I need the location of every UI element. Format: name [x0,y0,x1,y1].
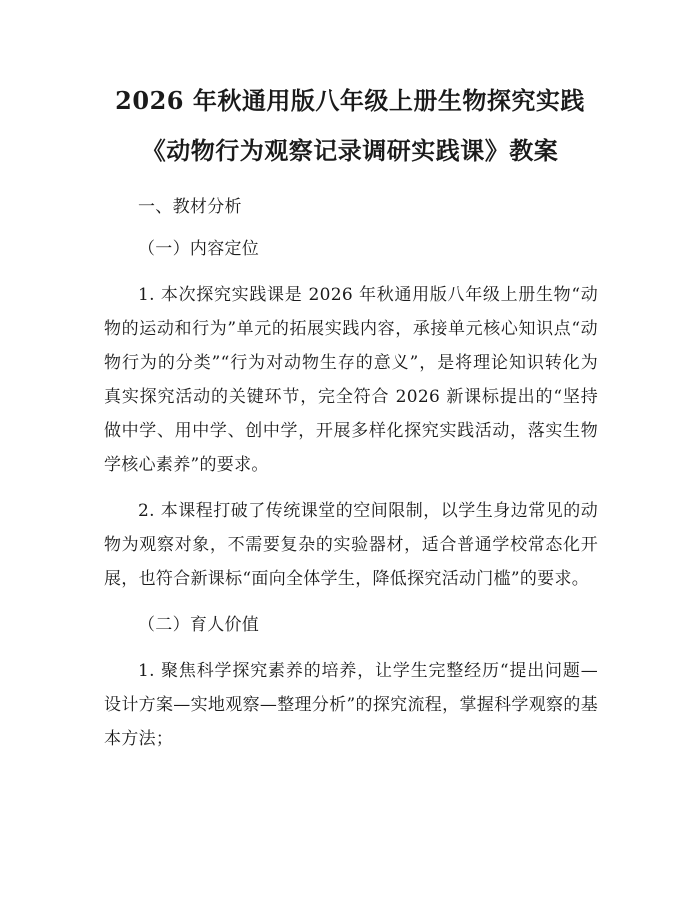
document-title-line-1: 2026 年秋通用版八年级上册生物探究实践 [115,86,585,115]
paragraph: 1. 本次探究实践课是 2026 年秋通用版八年级上册生物“动物的运动和行为”单元的拓展实践内容，承接单元核心知识点“动物行为的分类”“行为对动物生存的意义”，是将理论知识转化为真实探究活动的关键环节，完全符合 2026 新课标提出的“坚持做中学、用中学、创中学，开展多样化探究实践活动，落实生物学核心素养”的要求。 [104,285,598,475]
subsection-heading: （一）内容定位 [138,239,260,259]
paragraph: 1. 聚焦科学探究素养的培养，让学生完整经历“提出问题—设计方案—实地观察—整理分析”的探究流程，掌握科学观察的基本方法； [104,661,598,749]
document-body [104,190,598,756]
paragraph: 2. 本课程打破了传统课堂的空间限制，以学生身边常见的动物为观察对象，不需要复杂的实验器材，适合普通学校常态化开展，也符合新课标“面向全体学生，降低探究活动门槛”的要求。 [104,501,598,589]
document-title-line-2: 《动物行为观察记录调研实践课》教案 [141,136,559,165]
section-heading: 一、教材分析 [138,197,242,217]
subsection-heading: （二）育人价值 [138,615,260,635]
